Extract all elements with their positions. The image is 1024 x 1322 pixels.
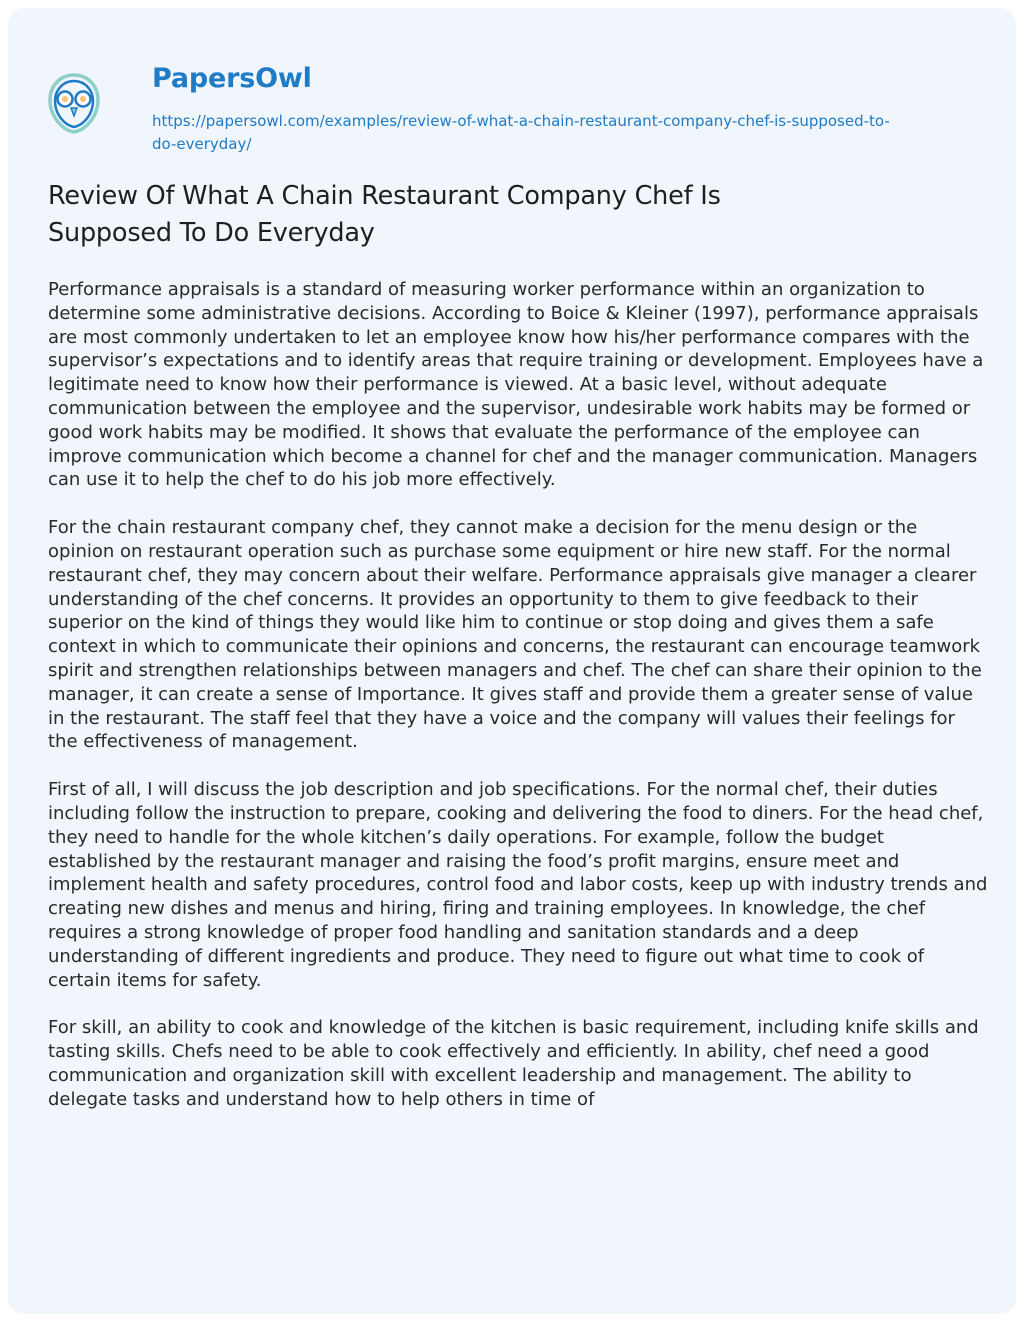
site-header <box>48 60 988 160</box>
source-url-link[interactable]: https://papersowl.com/examples/review-of-what-a-chain-restaurant-company-chef-is-supposed-to-do-everyday/ <box>152 112 890 153</box>
article-title: Review Of What A Chain Restaurant Company Chef Is Supposed To Do Everyday <box>48 181 721 248</box>
paragraph: First of all, I will discuss the job description and job specifications. For the normal chef, their duties including follow the instruction to prepare, cooking and delivering the food to diners. For the head chef, they need to handle for the whole kitchen’s daily operations. For example, follow the budget established by the restaurant manager and raising the food’s profit margins, ensure meet and implement health and safety procedures, control food and labor costs, keep up with industry trends and creating new dishes and menus and hiring, firing and training employees. In knowledge, the chef requires a strong knowledge of proper food handling and sanitation standards and a deep understanding of different ingredients and produce. They need to figure out what time to cook of certain items for safety. <box>48 779 988 991</box>
article-body <box>48 278 988 1136</box>
paragraph: Performance appraisals is a standard of measuring worker performance within an organization to determine some administrative decisions. According to Boice & Kleiner (1997), performance appraisals are most commonly undertaken to let an employee know how his/her performance compares with the supervisor’s expectations and to identify areas that require training or development. Employees have a legitimate need to know how their performance is viewed. At a basic level, without adequate communication between the employee and the supervisor, undesirable work habits may be formed or good work habits may be modified. It shows that evaluate the performance of the employee can improve communication which become a channel for chef and the manager communication. Managers can use it to help the chef to do his job more effectively. <box>48 279 984 491</box>
paragraph: For skill, an ability to cook and knowledge of the kitchen is basic requirement, including knife skills and tasting skills. Chefs need to be able to cook effectively and efficiently. In ability, chef need a good communication and organization skill with excellent leadership and management. The ability to delegate tasks and understand how to help others in time of <box>48 1017 979 1110</box>
paragraph: For the chain restaurant company chef, they cannot make a decision for the menu design or the opinion on restaurant operation such as purchase some equipment or hire new staff. For the normal restaurant chef, they may concern about their welfare. Performance appraisals give manager a clearer understanding of the chef concerns. It provides an opportunity to them to give feedback to their superior on the kind of things they would like him to continue or stop doing and gives them a safe context in which to communicate their opinions and concerns, the restaurant can encourage teamwork spirit and strengthen relationships between managers and chef. The chef can share their opinion to the manager, it can create a sense of Importance. It gives staff and provide them a greater sense of value in the restaurant. The staff feel that they have a voice and the company will values their feelings for the effectiveness of management. <box>48 517 982 753</box>
brand-name[interactable]: PapersOwl <box>152 63 312 94</box>
document-page <box>8 8 1016 1314</box>
owl-logo-icon <box>48 72 100 134</box>
